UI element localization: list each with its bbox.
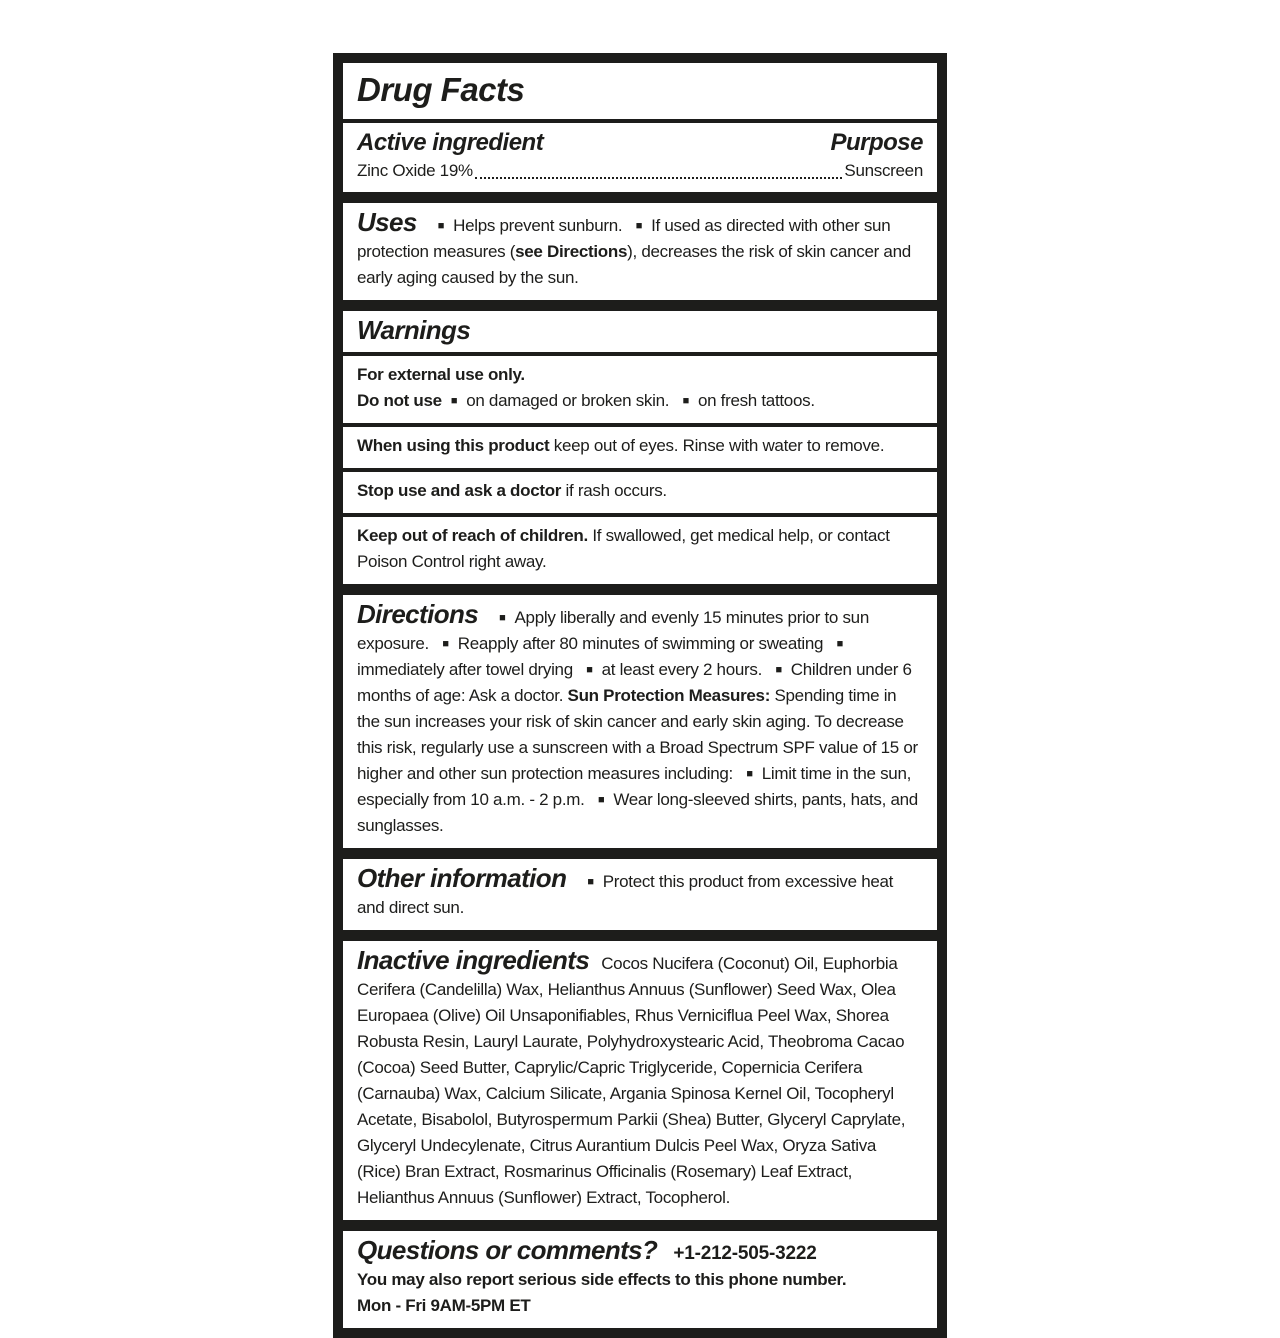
text-run: If used as directed with other sun protection measures (	[357, 216, 891, 261]
warning-keep-out-of-reach	[343, 517, 937, 584]
inactive-ingredients-text	[357, 947, 923, 1211]
warning-external-use	[343, 356, 937, 423]
bullet-square-icon: ■	[442, 638, 449, 650]
section-heading: Directions	[357, 599, 479, 629]
section-heading: Inactive ingredients	[357, 945, 590, 975]
bullet-square-icon: ■	[836, 638, 843, 650]
text-run: immediately after towel drying	[357, 660, 578, 679]
bullet-square-icon: ■	[597, 794, 605, 806]
directions-section	[343, 595, 937, 848]
ingredient-name: Zinc Oxide 19%	[357, 161, 473, 180]
text-run: Protect this product from excessive heat and direct sun.	[357, 872, 894, 917]
text-run: keep out of eyes. Rinse with water to remove.	[549, 436, 885, 455]
purpose-value: Sunscreen	[844, 161, 923, 180]
text-run: Stop use and ask a doctor	[357, 481, 562, 500]
other-information-text	[357, 865, 923, 921]
text-run: Spending time in the sun increases your risk of skin cancer and early skin aging. To decrease this risk, regularly use a sunscreen with a Broad Spectrum SPF value of 15 or higher and other sun protection measures including:	[357, 686, 918, 783]
text-run: see Directions	[515, 242, 628, 261]
bullet-square-icon: ■	[775, 664, 782, 676]
bullet-square-icon: ■	[450, 395, 458, 407]
section-heading: Uses	[357, 207, 417, 237]
uses-text	[357, 209, 923, 291]
bullet-square-icon: ■	[746, 768, 753, 780]
text-run: Mon - Fri 9AM-5PM ET	[357, 1296, 531, 1315]
text-run: Apply liberally and evenly 15 minutes prior to sun exposure.	[357, 608, 869, 653]
warning-external-use-text	[357, 362, 923, 414]
text-run: Children under 6 months of age: Ask a doctor.	[357, 660, 912, 705]
text-run: +1-212-505-3222	[673, 1243, 817, 1264]
purpose-heading: Purpose	[830, 129, 923, 156]
dotted-leader	[475, 177, 843, 179]
text-run: at least every 2 hours.	[601, 660, 767, 679]
text-run: Do not use	[357, 391, 442, 410]
questions-or-comments-text	[357, 1237, 923, 1319]
bullet-square-icon: ■	[499, 612, 506, 624]
text-run: on fresh tattoos.	[697, 391, 815, 410]
uses-section	[343, 203, 937, 300]
drug-facts-label-panel	[333, 53, 947, 1338]
text-run: You may also report serious side effects to this phone number.	[357, 1270, 847, 1289]
section-heading: Other information	[357, 863, 567, 893]
section-heading: Questions or comments?	[357, 1235, 658, 1265]
warning-stop-use	[343, 472, 937, 513]
bullet-square-icon: ■	[437, 220, 445, 232]
text-run: If swallowed, get medical help, or contact Poison Control right away.	[357, 526, 890, 571]
text-run: Cocos Nucifera (Coconut) Oil, Euphorbia Cerifera (Candelilla) Wax, Helianthus Annuus (Sunflower) Seed Wax, Olea Europaea (Olive) Oil Unsaponifiables, Rhus Verniciflua Peel Wax, Shorea Robusta Resin, Lauryl Laurate, Polyhydroxystearic Acid, Theobroma Cacao (Cocoa) Seed Butter, Caprylic/Capric Triglyceride, Copernicia Cerifera (Carnauba) Wax, Calcium Silicate, Argania Spinosa Kernel Oil, Tocopheryl Acetate, Bisabolol, Butyrospermum Parkii (Shea) Butter, Glyceryl Caprylate, Glyceryl Undecylenate, Citrus Aurantium Dulcis Peel Wax, Oryza Sativa (Rice) Bran Extract, Rosmarinus Officinalis (Rosemary) Leaf Extract, Helianthus Annuus (Sunflower) Extract, Tocopherol.	[357, 954, 906, 1207]
directions-text	[357, 601, 923, 839]
other-information-section	[343, 859, 937, 930]
bullet-square-icon: ■	[682, 395, 689, 407]
active-ingredient-heading: Active ingredient	[357, 129, 544, 156]
text-run: For external use only.	[357, 365, 525, 384]
active-ingredient-row	[357, 159, 923, 183]
page-background	[0, 53, 1280, 1333]
text-run: When using this product	[357, 436, 550, 455]
warning-stop-use-text	[357, 478, 923, 504]
text-run: Helps prevent sunburn.	[453, 216, 627, 235]
active-ingredient-section	[343, 123, 937, 192]
inactive-ingredients-section	[343, 941, 937, 1220]
warning-when-using-text	[357, 433, 923, 459]
text-run: Limit time in the sun, especially from 10 a.m. - 2 p.m.	[357, 764, 912, 809]
questions-or-comments-section	[343, 1231, 937, 1328]
bullet-square-icon: ■	[586, 664, 593, 676]
bullet-square-icon: ■	[635, 220, 643, 232]
bullet-square-icon: ■	[587, 876, 594, 888]
text-run: Wear long-sleeved shirts, pants, hats, and sunglasses.	[357, 790, 918, 835]
text-run: if rash occurs.	[561, 481, 667, 500]
text-run: Reapply after 80 minutes of swimming or sweating	[457, 634, 828, 653]
text-run: ), decreases the risk of skin cancer and early aging caused by the sun.	[357, 242, 911, 287]
text-run: Keep out of reach of children.	[357, 526, 588, 545]
drug-facts-title: Drug Facts	[343, 63, 937, 119]
text-run: on damaged or broken skin.	[466, 391, 674, 410]
warnings-heading: Warnings	[343, 311, 937, 352]
warning-when-using	[343, 427, 937, 468]
text-run: Sun Protection Measures:	[567, 686, 771, 705]
active-ingredient-header-row	[357, 129, 923, 157]
warning-keep-out-of-reach-text	[357, 523, 923, 575]
